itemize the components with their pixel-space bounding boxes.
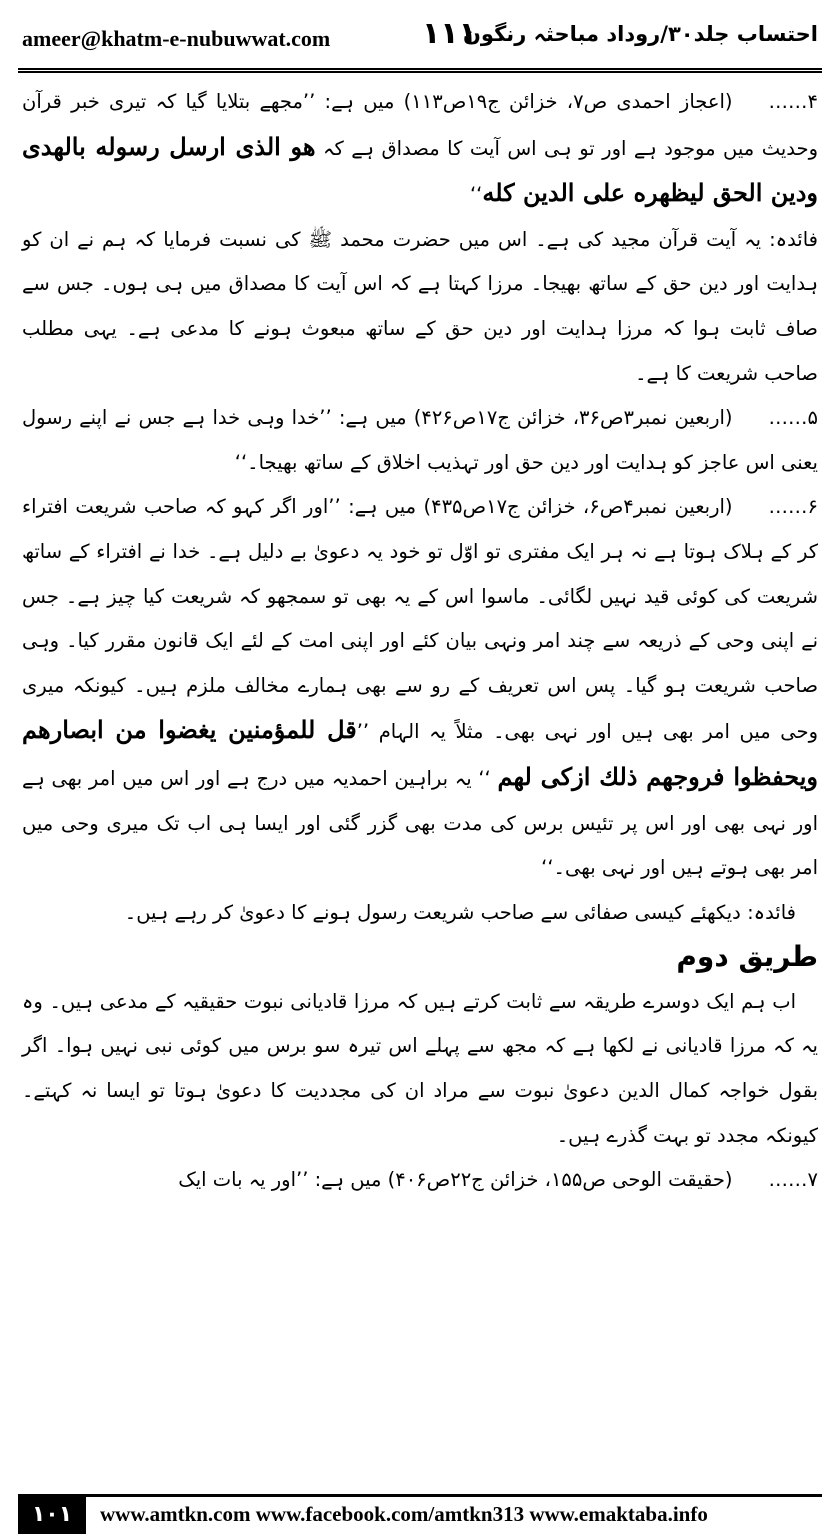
header-divider: [18, 68, 822, 73]
footer-page-number: ۱۰۱: [18, 1496, 86, 1534]
item-6: [22, 485, 818, 890]
item-7: [22, 1158, 818, 1203]
item-5: [22, 396, 818, 485]
item-4-text: (اعجاز احمدی ص۷، خزائن ج۱۹ص۱۱۳) میں ہے: ’’مجھے بتلایا گیا کہ تیری خبر قرآن وحدیث میں موجود ہے اور تو ہی اس آیت کا مصداق ہے کہ: [22, 90, 818, 160]
section-heading: طریق دوم: [676, 940, 818, 974]
faida-1: فائدہ: یہ آیت قرآن مجید کی ہے۔ اس میں حضرت محمد ﷺ کی نسبت فرمایا کہ ہم نے ان کو ہدایت اور دین حق کے ساتھ بھیجا۔ مرزا کہتا ہے کہ اس آیت کا مصداق میں ہی ہوں۔ جس سے صاف ثابت ہوا کہ مرزا ہدایت اور دین حق کے ساتھ مبعوث ہونے کا مدعی ہے۔ یہی مطلب صاحب شریعت کا ہے۔: [22, 227, 818, 385]
tariq-paragraph: اب ہم ایک دوسرے طریقہ سے ثابت کرتے ہیں کہ مرزا قادیانی نبوت حقیقیہ کے مدعی ہیں۔ وہ یہ کہ مرزا قادیانی نے لکھا ہے کہ مجھ سے پہلے اس تیرہ سو برس میں کوئی نبی نہیں ہوا۔ اگر بقول خواجہ کمال الدین دعویٰ نبوت سے مراد ان کی مجددیت کا دعویٰ ہوتا تو ایسا نہ کہتے۔ کیونکہ مجدد تو بہت گذرے ہیں۔: [22, 989, 818, 1147]
footer-divider: [18, 1494, 822, 1497]
item-5-text: (اربعین نمبر۳ص۳۶، خزائن ج۱۷ص۴۲۶) میں ہے: ’’خدا وہی خدا ہے جس نے اپنے رسول یعنی اس عاجز کو ہدایت اور دین حق اور تہذیب اخلاق کے ساتھ بھیجا۔‘‘: [22, 406, 818, 474]
item-4: [22, 80, 818, 218]
item-5-number: ۵……: [768, 406, 818, 430]
item-6-number: ۶……: [768, 495, 818, 519]
faida-2: فائدہ: دیکھئے کیسی صفائی سے صاحب شریعت رسول ہونے کا دعویٰ کر رہے ہیں۔: [124, 900, 796, 924]
page-footer: [18, 1494, 822, 1534]
item-4-number: ۴……: [768, 90, 818, 113]
footer-links: www.amtkn.com www.facebook.com/amtkn313 www.emaktaba.info: [100, 1502, 708, 1526]
page-body: [22, 80, 818, 1203]
item-6-arabic-verse: قل للمؤمنین یغضوا من ابصارھم ویحفظوا فروجھم ذلك ازکی لھم: [22, 715, 818, 791]
header-book-title: احتساب جلد۳۰/روداد مباحثہ رنگون: [463, 22, 818, 46]
item-7-text: (حقیقت الوحی ص۱۵۵، خزائن ج۲۲ص۴۰۶) میں ہے: ’’اور یہ بات ایک: [178, 1168, 733, 1192]
header-volume-number: ۱۱۱: [422, 16, 477, 51]
item-6-text: (اربعین نمبر۴ص۶، خزائن ج۱۷ص۴۳۵) میں ہے: ’’اور اگر کہو کہ صاحب شریعت افتراء کر کے ہلاک ہوتا ہے نہ ہر ایک مفتری تو اوّل تو خود یہ دعویٰ بے دلیل ہے۔ خدا نے افتراء کے ساتھ شریعت کی کوئی قید نہیں لگائی۔ ماسوا اس کے یہ بھی تو سمجھو کہ شریعت کیا چیز ہے۔ جس نے اپنی وحی کے ذریعہ سے چند امر ونہی بیان کئے اور اپنی امت کے لئے ایک قانون مقرر کیا۔ وہی صاحب شریعت ہو گیا۔ پس اس تعریف کے رو سے بھی ہمارے مخالف ملزم ہیں۔ کیونکہ میری وحی میں امر بھی ہیں اور نہی بھی۔ مثلاً یہ الہام ’’: [22, 495, 818, 744]
item-7-number: ۷……: [768, 1168, 818, 1192]
header-email: ameer@khatm-e-nubuwwat.com: [22, 26, 331, 51]
page-header: [18, 14, 822, 58]
item-6-rest: ‘‘ یہ براہین احمدیہ میں درج ہے اور اس میں امر بھی ہے اور نہی بھی اور اس پر تئیس برس کی مدت بھی گزر گئی اور ایسا ہی اب تک میری وحی میں امر بھی ہوتے ہیں اور نہی بھی۔‘‘: [22, 766, 818, 880]
item-4-close-quote: ‘‘: [469, 183, 483, 207]
item-4-arabic-verse: ھو الذی ارسل رسوله بالھدی ودین الحق لیظھره علی الدین کله: [22, 131, 818, 208]
